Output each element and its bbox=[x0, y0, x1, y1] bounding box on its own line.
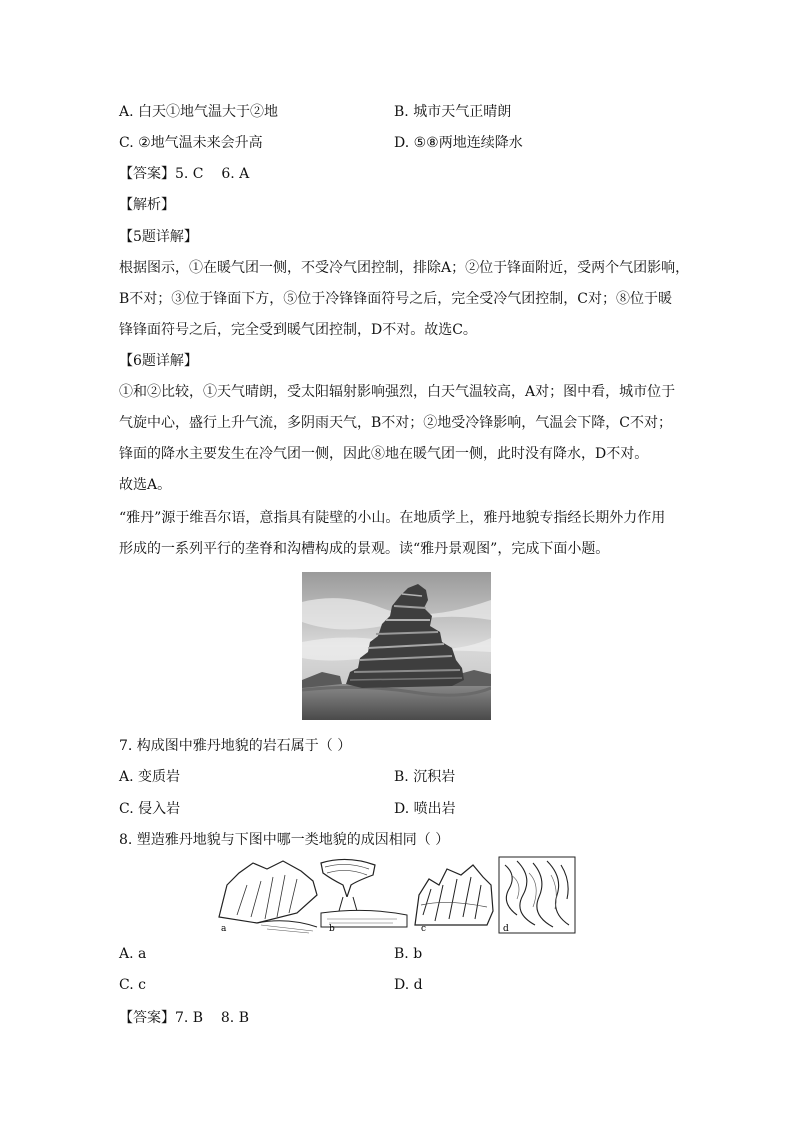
q7-option-d: D. 喷出岩 bbox=[394, 801, 456, 817]
svg-text:b: b bbox=[329, 924, 335, 934]
answer-7-8: 【答案】7. B 8. B bbox=[119, 1010, 249, 1026]
sketch-a bbox=[219, 861, 317, 934]
intro-line-2: 形成的一系列平行的垄脊和沟槽构成的景观。读“雅丹景观图”，完成下面小题。 bbox=[119, 541, 610, 557]
q6-option-d: D. ⑤⑧两地连续降水 bbox=[394, 135, 523, 151]
q5-explanation-line-2: B不对；③位于锋面下方，⑤位于冷锋锋面符号之后，完全受冷气团控制，C对；⑧位于暖 bbox=[119, 291, 672, 307]
q6-explanation-line-2: 气旋中心，盛行上升气流，多阴雨天气，B不对；②地受冷锋影响，气温会下降，C不对； bbox=[119, 415, 672, 431]
q8-stem: 8. 塑造雅丹地貌与下图中哪一类地貌的成因相同（ ） bbox=[119, 832, 450, 848]
landform-sketches bbox=[217, 855, 577, 935]
analysis-header: 【解析】 bbox=[119, 197, 175, 213]
q7-stem: 7. 构成图中雅丹地貌的岩石属于（ ） bbox=[119, 738, 352, 754]
q7-option-b: B. 沉积岩 bbox=[394, 769, 456, 785]
q7-option-c: C. 侵入岩 bbox=[119, 801, 181, 817]
q5-header: 【5题详解】 bbox=[119, 229, 198, 245]
svg-text:a: a bbox=[221, 924, 227, 934]
answer-5-6: 【答案】5. C 6. A bbox=[119, 166, 250, 182]
q6-option-b: B. 城市天气正晴朗 bbox=[394, 104, 512, 120]
q8-option-d: D. d bbox=[394, 977, 423, 993]
sketch-b bbox=[321, 859, 407, 934]
q6-explanation-line-1: ①和②比较，①天气晴朗，受太阳辐射影响强烈，白天气温较高，A对；图中看，城市位于 bbox=[119, 384, 676, 400]
svg-text:c: c bbox=[421, 924, 427, 934]
intro-line-1: “雅丹”源于维吾尔语，意指具有陡壁的小山。在地质学上，雅丹地貌专指经长期外力作用 bbox=[119, 510, 666, 526]
q8-option-b: B. b bbox=[394, 946, 423, 962]
sketch-d bbox=[499, 857, 575, 934]
q7-option-a: A. 变质岩 bbox=[119, 769, 181, 785]
q5-explanation-line-1: 根据图示，①在暖气团一侧，不受冷气团控制，排除A；②位于锋面附近，受两个气团影响， bbox=[119, 260, 690, 276]
yardang-landscape-photo bbox=[302, 572, 491, 720]
q6-explanation-line-3: 锋面的降水主要发生在冷气团一侧，因此⑧地在暖气团一侧，此时没有降水，D不对。 bbox=[119, 446, 649, 462]
q6-option-c: C. ②地气温未来会升高 bbox=[119, 135, 263, 151]
q8-option-a: A. a bbox=[119, 946, 147, 962]
q6-explanation-line-4: 故选A。 bbox=[119, 477, 172, 493]
q5-explanation-line-3: 锋锋面符号之后，完全受到暖气团控制，D不对。故选C。 bbox=[119, 322, 477, 338]
q8-option-c: C. c bbox=[119, 977, 146, 993]
svg-text:d: d bbox=[503, 924, 509, 934]
q6-option-a: A. 白天①地气温大于②地 bbox=[119, 104, 279, 120]
q6-header: 【6题详解】 bbox=[119, 353, 198, 369]
sketch-c bbox=[415, 865, 493, 934]
